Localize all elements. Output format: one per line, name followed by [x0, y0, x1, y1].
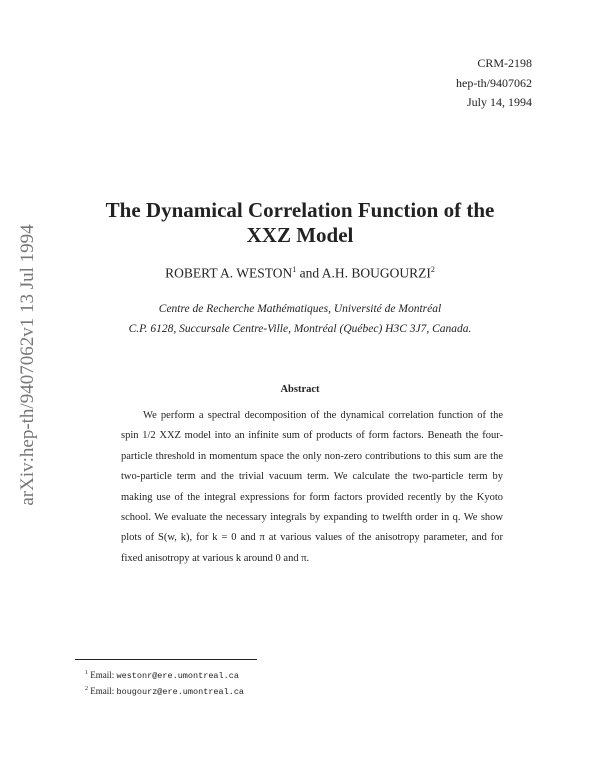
affiliation-line-1: Centre de Recherche Mathématiques, Université de Montréal	[158, 303, 442, 315]
author-list	[60, 265, 540, 282]
preprint-id: hep-th/9407062	[456, 75, 532, 90]
report-number: CRM-2198	[477, 56, 532, 70]
footnote-2-mark: 2	[85, 686, 88, 692]
paper-title	[60, 198, 540, 248]
title-line-2: XXZ Model	[246, 223, 354, 247]
arxiv-side-stamp	[8, 210, 48, 520]
report-header	[456, 54, 532, 113]
author-2: A.H. BOUGOURZI	[321, 265, 431, 281]
author-separator: and	[296, 265, 322, 281]
footnote-1-email[interactable]: westonr@ere.umontreal.ca	[116, 671, 239, 681]
footnote-2	[85, 686, 244, 697]
author-2-footnote-mark: 2	[430, 265, 435, 274]
arxiv-stamp-text: arXiv:hep-th/9407062v1 13 Jul 1994	[17, 224, 38, 506]
footnote-1	[85, 670, 239, 681]
affiliation-line-2: C.P. 6128, Succursale Centre-Ville, Montréal (Québec) H3C 3J7, Canada.	[128, 323, 472, 335]
abstract-body: We perform a spectral decomposition of the dynamical correlation function of the spin 1/2 XXZ model into an infinite sum of products of form factors. Beneath the four-particle threshold in momentum space the only non-zero contributions to this sum are the two-particle term and the trivial vacuum term. We calculate the two-particle term by making use of the integral expressions for form factors provided recently by the Kyoto school. We evaluate the necessary integrals by expanding to twelfth order in q. We show plots of S(w, k), for k = 0 and π at various values of the anisotropy parameter, and for fixed anisotropy at various k around 0 and π.	[121, 410, 503, 564]
author-1-footnote-mark: 1	[292, 265, 297, 274]
title-line-1: The Dynamical Correlation Function of the	[105, 198, 495, 222]
footnote-1-mark: 1	[85, 670, 88, 676]
footnote-2-label: Email:	[90, 686, 117, 696]
abstract-heading: Abstract	[280, 384, 320, 395]
author-1: ROBERT A. WESTON	[165, 265, 293, 281]
footnote-2-email[interactable]: bougourz@ere.umontreal.ca	[116, 687, 245, 697]
footnote-rule	[75, 659, 257, 660]
affiliation	[60, 299, 540, 339]
footnote-1-label: Email:	[90, 670, 117, 680]
report-date: July 14, 1994	[466, 95, 532, 109]
